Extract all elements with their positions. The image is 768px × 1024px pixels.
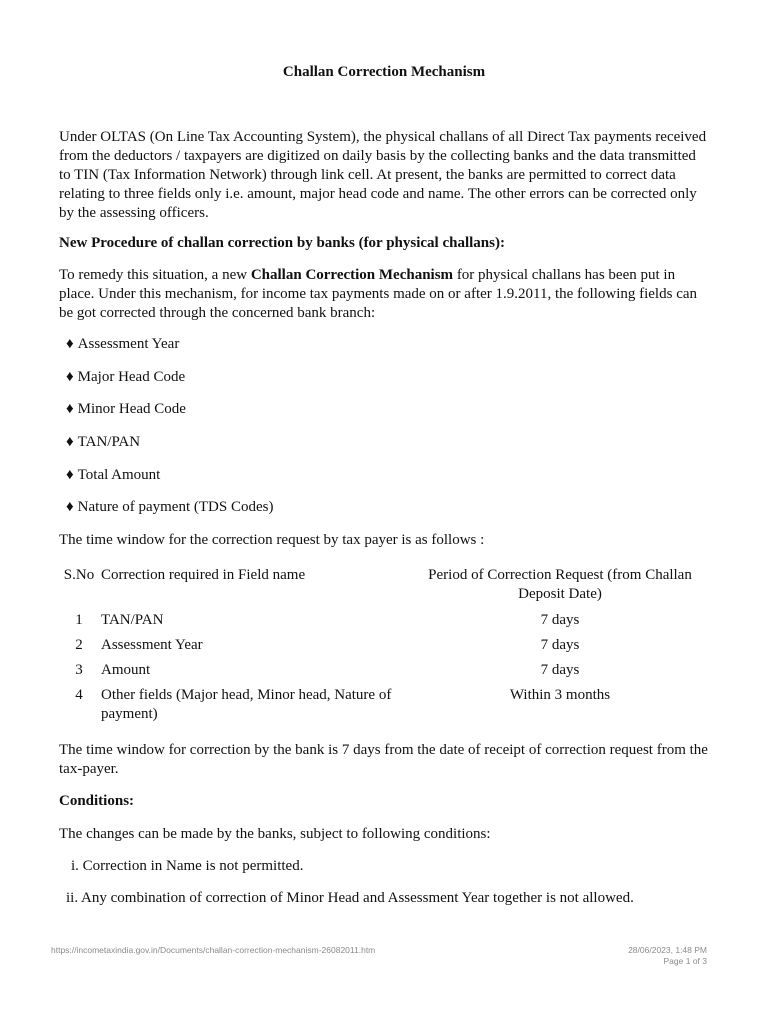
field-list-label: Nature of payment (TDS Codes)	[77, 499, 274, 515]
diamond-bullet-icon: ♦	[66, 401, 74, 417]
row-sno: 3	[75, 662, 83, 678]
row-sno: 1	[75, 612, 83, 628]
row-period: Within 3 months	[509, 687, 611, 703]
row-field: Amount	[101, 662, 151, 678]
diamond-bullet-icon: ♦	[66, 467, 74, 483]
remedy-text-end: for physical challans has been put in place. Under this mechanism, for income tax payments made on or after 1.9.2011, the following fields can be got corrected through the concerned bank branch:	[59, 267, 698, 321]
row-period: 7 days	[540, 637, 580, 653]
row-period: 7 days	[540, 662, 580, 678]
footer-url: https://incometaxindia.gov.in/Documents/challan-correction-mechanism-26082011.htm	[51, 945, 376, 955]
footer-datetime: 28/06/2023, 1:48 PM	[628, 945, 707, 955]
field-list-label: Assessment Year	[77, 336, 180, 352]
table-row	[59, 661, 709, 686]
conditions-heading: Conditions:	[59, 793, 135, 809]
row-field: TAN/PAN	[101, 612, 164, 628]
header-field: Correction required in Field name	[101, 567, 306, 583]
field-list-item	[66, 335, 179, 354]
diamond-bullet-icon: ♦	[66, 499, 74, 515]
remedy-text-bold: Challan Correction Mechanism	[250, 267, 454, 283]
field-list-item	[66, 433, 140, 452]
row-sno: 2	[75, 637, 83, 653]
time-window-intro: The time window for the correction request by tax payer is as follows :	[59, 532, 485, 548]
table-header-row	[59, 566, 709, 611]
intro-paragraph: Under OLTAS (On Line Tax Accounting System), the physical challans of all Direct Tax payments received from the deductors / taxpayers are digitized on daily basis by the collecting banks and the data transmitted to TIN (Tax Information Network) through link cell. At present, the banks are permitted to correct data relating to three fields only i.e. amount, major head code and name. The other errors can be corrected only by the assessing officers.	[59, 129, 707, 221]
table-row	[59, 636, 709, 661]
field-list-label: Minor Head Code	[77, 401, 186, 417]
table-row	[59, 611, 709, 636]
field-list-item	[66, 368, 185, 387]
document-title: Challan Correction Mechanism	[282, 64, 486, 80]
field-list-label: Total Amount	[77, 467, 161, 483]
field-list-label: Major Head Code	[77, 369, 186, 385]
condition-text: Correction in Name is not permitted.	[82, 858, 304, 874]
diamond-bullet-icon: ♦	[66, 434, 74, 450]
condition-text: Any combination of correction of Minor Head and Assessment Year together is not allowed.	[81, 890, 634, 906]
condition-number: ii.	[66, 890, 79, 906]
diamond-bullet-icon: ♦	[66, 336, 74, 352]
table-row	[59, 686, 709, 724]
remedy-text-start: To remedy this situation, a new	[59, 267, 251, 283]
row-period: 7 days	[540, 612, 580, 628]
field-list-item	[66, 400, 186, 419]
conditions-intro: The changes can be made by the banks, subject to following conditions:	[59, 826, 491, 842]
field-list-item	[66, 466, 160, 485]
footer-meta	[628, 945, 707, 967]
condition-item	[66, 889, 634, 908]
footer-page-number: Page 1 of 3	[663, 956, 707, 966]
bank-window-paragraph: The time window for correction by the bank is 7 days from the date of receipt of correction request from the tax-payer.	[59, 742, 708, 777]
condition-item	[71, 857, 303, 876]
new-procedure-heading: New Procedure of challan correction by banks (for physical challans):	[59, 235, 505, 251]
remedy-paragraph	[59, 266, 709, 323]
row-sno: 4	[75, 687, 83, 703]
field-list-label: TAN/PAN	[77, 434, 141, 450]
header-period: Period of Correction Request (from Challan Deposit Date)	[428, 567, 692, 602]
field-list-item	[66, 498, 273, 517]
row-field: Assessment Year	[101, 637, 203, 653]
condition-number: i.	[71, 858, 79, 874]
row-field: Other fields (Major head, Minor head, Nature of payment)	[101, 687, 392, 722]
diamond-bullet-icon: ♦	[66, 369, 74, 385]
header-sno: S.No	[63, 567, 95, 583]
correction-period-table	[59, 566, 709, 724]
